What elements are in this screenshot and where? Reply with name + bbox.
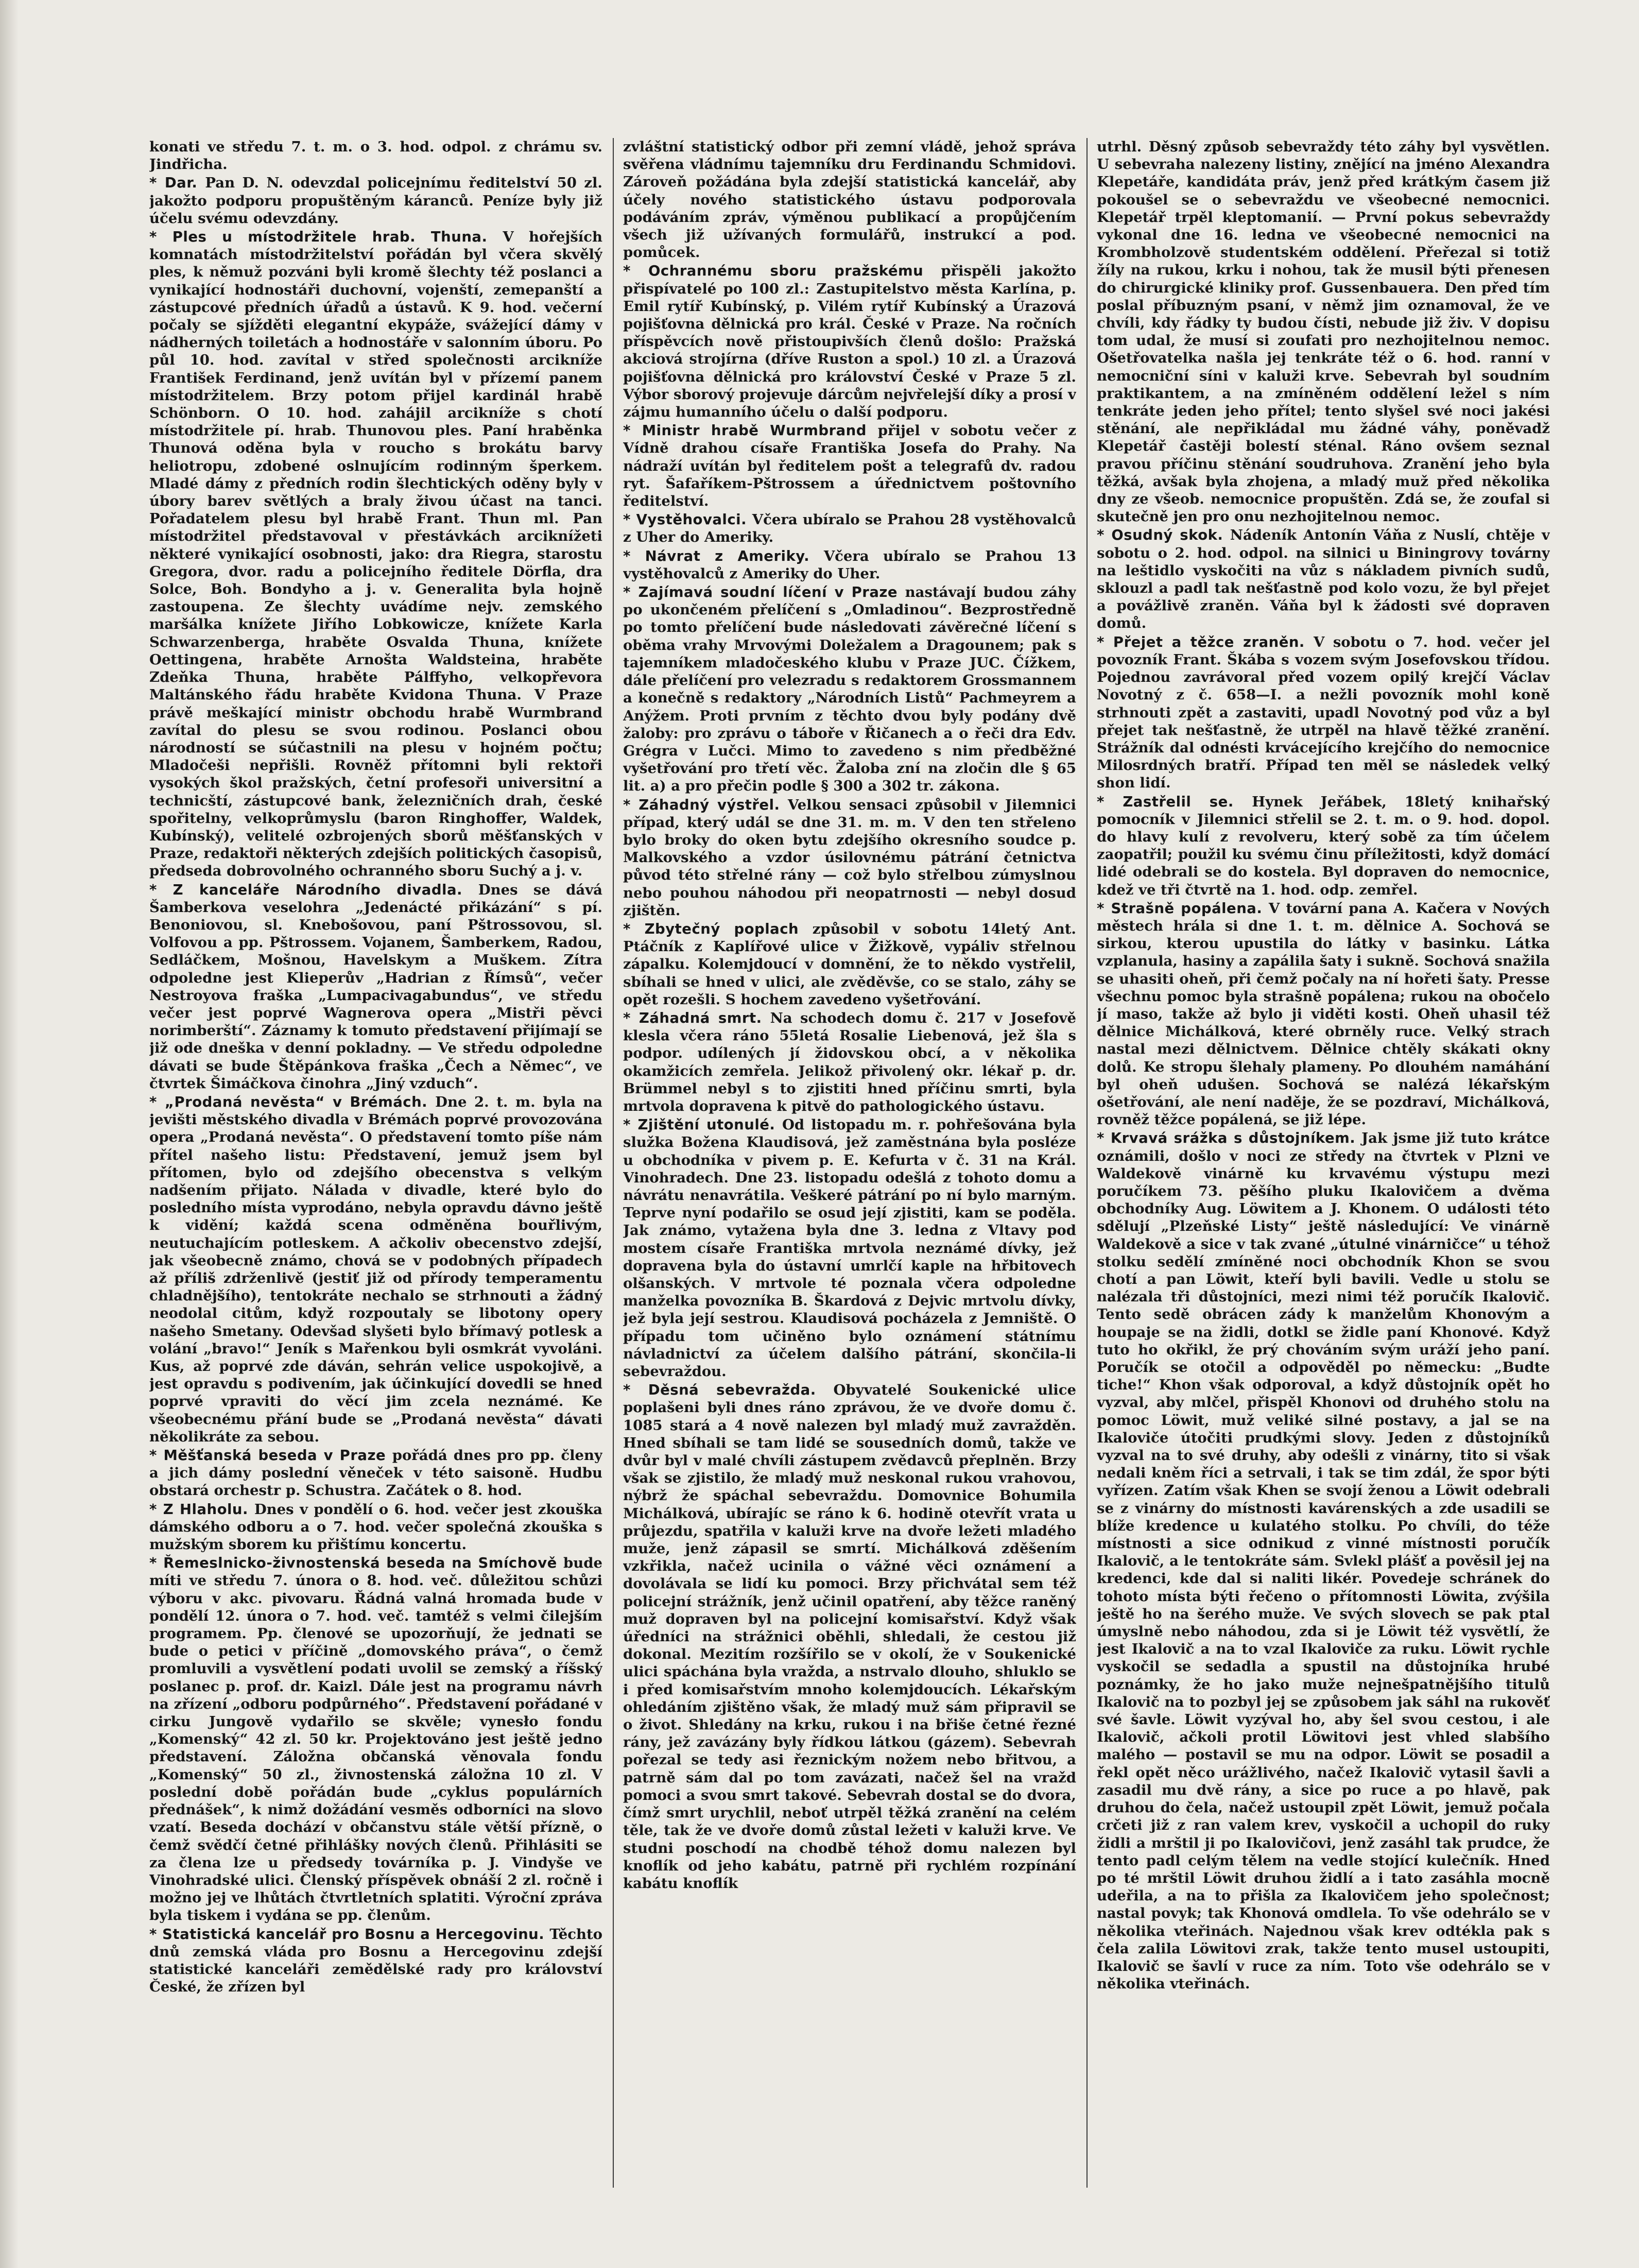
article-text: Těchto dnů zemská vláda pro Bosnu a Hercegovinu zdejší statistické kanceláři zemědělské rady pro království České, že zřízen byl (149, 1926, 602, 1996)
article-paragraph (149, 138, 602, 173)
article-headline: * Měšťanská beseda v Praze (149, 1447, 392, 1464)
article-paragraph (1097, 793, 1550, 899)
article-paragraph (1097, 526, 1550, 632)
article-headline: * Zastřelil se. (1097, 793, 1252, 810)
article-headline: * Osudný skok. (1097, 527, 1230, 544)
article-paragraph (623, 138, 1076, 261)
article-text: Pan D. N. odevzdal policejnímu ředitelství 50 zl. jakožto podporu propuštěným káranců. Peníze byly již účelu svému odevzdány. (149, 175, 602, 227)
article-headline: * Dar. (149, 175, 205, 192)
article-headline: * Děsná sebevražda. (623, 1382, 834, 1399)
article-text: Jak jsme již tuto krátce oznámili, došlo v noci ze středy na čtvrtek v Plzni ve Waldekově vinárně ku krvavému výstupu mezi poručíkem 73. pěšího pluku Ikalovičem a dvěma obchodníky Aug. Löwitem a J. Khonem. O události této sdělují „Plzeňské Listy“ ještě následující: Ve vinárně Waldekově a sice v tak zvané „útulné vinárničce“ u téhož stolku sedělí zmíněné noci obchodník Khon se svou chotí a pan Löwit, kteří byli bavili. Vedle u stolu se nalézala tři důstojníci, mezi nimi též poručík Ikalovič. Tento sedě obrácen zády k manželům Khonovým a houpaje se na židli, dotkl se židle paní Khonové. Když tuto ho okřikl, že prý chováním svým uráží jeho paní. Poručík se otočil a odpověděl po německu: „Budte tiche!“ Khon však odporoval, a když důstojník opět ho vyzval, aby mlčel, přispěl Khonovi od druhého stolu na pomoc Löwit, muž veliké silné postavy, a jal se na Ikaloviče útočiti prudkými slovy. Jeden z důstojníků vyzval na to své druhy, aby odešli z vinárny, tito si však nedali kněm říci a setrvali, i tak se tim zdál, že spor býti vyřízen. Zatím však Khen se svojí ženou a Löwit odebrali se z vinárny do místnosti kavárenských a zde usadili se blíže kredence u kulatého stolku. Po chvíli, do téže místnosti a sice odnikud z vinné místnosti poručík Ikalovič, a le tentokráte sám. Svlekl plášť a pověsil jej na kredenci, kde dal si naliti likér. Povedeje schránek do tohoto místa býti řečeno o přítomnosti Löwita, zvýšila ještě ho na šerého muže. Ve svých slovech se pak ptal úmyslně nebo náhodou, zda si je Löwit též vysvětlí, že jest Ikalovič a na to vzal Ikaloviče za ruku. Löwit rychle vyskočil se sedadla a spustil na důstojníka hrubé poznámky, že ho jako muže nejnešpatnějšího titulů Ikalovič na to pozbyl jej se způsobem jak sáhl na rukověť své šavle. Löwit vyzýval ho, aby šel svou cestou, i ale Ikalovič, ačkoli protil Löwitovi jest vhled slabšího malého — postavil se mu na odpor. Löwit se posadil a řekl opět něco urážlivého, načež Ikalovič vytasil šavli a zasadil mu dvě rány, a sice po ruce a po hlavě, pak druhou do čela, načež ustoupil zpět Löwit, jemuž počala crčeti již z ran valem krev, vyskočil a uchopil do ruky židli a mrštil ji po Ikalovičovi, jenž zasáhl tak prudce, že tento padl celým tělem na vedle stojící kulečník. Hned po té mrštil Löwit druhou židlí a i tato zasáhla mocně udeřila, a na to přišla za Ikalovičem jeho společnost; nastal povyk; tak Khonová omdlela. To vše odehrálo se v několika vteřinách. Najednou však krev odtékla pak s čela zalila Löwitovi zrak, takže tento musel ustoupiti, Ikalovič se šavlí v ruce za ním. Toto vše odehrálo se v několika vteřinách. (1097, 1130, 1550, 1992)
article-text: pořádá dnes pro pp. členy a jich dámy poslední věneček v této saisoně. Hudbu obstará orchestr p. Schustra. Začátek o 8. hod. (149, 1447, 602, 1499)
article-paragraph (623, 920, 1076, 1008)
article-text: bude míti ve středu 7. února o 8. hod. več. důležitou schůzi výboru v akc. pivovaru. Řádná valná hromada bude v pondělí 12. února o 7. hod. več. tamtéž s velmi čilejším programem. Pp. členové se upozorňují, že jednati se bude o petici v příčině „domovského práva“, o čemž promluvili a vysvětlení podati uvolil se zemský a říšský poslanec p. prof. dr. Kaizl. Dále jest na programu návrh na zřízení „odboru podpůrného“. Představení pořádané v cirku Jungově vydařilo se skvěle; vynesło fondu „Komenský“ 42 zl. 50 kr. Projektováno jest ještě jedno představení. Záložna občanská věnovala fondu „Komenský“ 50 zl., živnostenská záložna 10 zl. V poslední době pořádán bude „cyklus populárních přednášek“, k nimž dožádání vesměs odborníci na slovo vzatí. Beseda dochází v občanstvu stále větší přízně, o čemž svědčí četné přihlášky nových členů. Přihlásiti se za člena lze u předsedy továrníka p. J. Vindyše ve Vinohradské ulici. Členský příspěvek obnáší 2 zl. ročně i možno jej ve lhůtách čtvrtletních splatiti. Výroční zpráva byla tiskem i vydána se pp. členům. (149, 1555, 602, 1924)
article-paragraph (149, 881, 602, 1092)
page-edge-shadow (0, 0, 19, 2268)
article-text: Dne 2. t. m. byla na jevišti městského divadla v Brémách poprvé provozována opera „Prodaná nevěsta“. O představení tomto píše nám přítel našeho listu: Představení, jemuž jsem byl přítomen, bylo od zdejšího obecenstva s velkým nadšením přijato. Nálada v divadle, které bylo do posledního místa vyprodáno, nebyla opravdu dávno ještě k vidění; každá scena odměněna bouřlivým, neutuchajícím potleskem. A ačkoliv obecenstvo zdejší, jak všeobecně známo, chová se v podobných případech až příliš zdrženlivě (jestiť již od přírody temperamentu chladnějšího), tentokráte nechalo se strhnouti a žádný neodolal citům, když rozpoutaly se libotony opery našeho Smetany. Odevšad slyšeti bylo břímavý potlesk a volání „bravo!“ Jeník s Mařenkou byli osmkrát vyvoláni. Kus, až poprvé zde dáván, sehrán velice uspokojivě, a jest opravdu s podivením, jak účinkující dovedli se hned poprvé vpraviti do věcí jim zcela neznámé. Ke všeobecnému přání bude se „Prodaná nevěsta“ dávati několikráte za sebou. (149, 1093, 602, 1445)
article-text: způsobil v sobotu 14letý Ant. Ptáčník z Kaplířové ulice v Žižkově, vypáliv střelnou zápalku. Kolemjdoucí v domnění, že to někdo vystřelil, sbíhali se hned v ulici, ale zvěděvše, co se stalo, záhy se opět rozešli. S hochem zavedeno vyšetřování. (623, 920, 1076, 1008)
article-paragraph (149, 1501, 602, 1554)
article-paragraph (149, 1447, 602, 1500)
article-text: Obyvatelé Soukenické ulice poplašeni byli dnes ráno zprávou, že ve dvoře domu č. 1085 stará a 4 nově nalezen byl mladý muž zavražděn. Hned sbíhali se tam lidé se sousedních domů, takže ve dvůr byl v malé chvíli zástupem zvědavců přeplněn. Brzy však se zjistilo, že mladý muž neskonal rukou vrahovou, nýbrž že spáchal sebevraždu. Domovnice Bohumila Michálková, ubírajíc se ráno k 6. hodině otevřít vrata u průjezdu, spatřila v kaluži krve na dvoře ležeti mladého muže, jenž zápasil se smrtí. Michálková zděšením vzkřikla, načež ucinila o vážné věci oznámení a dovolávala se lidí ku pomoci. Brzy přichvátal sem též policejní strážník, jenž učinil opatření, aby těžce raněný muž dopraven byl na policejní komisařství. Když však úředníci na strážnici oběhli, shledali, že cestou již dokonal. Mezitím rozšířilo se v okolí, že v Soukenické ulici spáchána byla vražda, a nstrvalo dlouho, shluklo se i před komisařstvím mnoho kolemjdoucích. Lékařským ohledáním zjištěno však, že mladý muž sám připravil se o život. Shledány na krku, rukou i na břiše četné řezné rány, jež zavázány byly řídkou látkou (gázem). Sebevrah pořezal se tedy asi řeznickým nožem nebo břitvou, a patrně sám dal po tom zavázati, načež šel na vražd pomoci a svou smrt takové. Sebevrah dostal se do dvora, čímž smrt urychlil, neboť utrpěl těžká zranění na celém těle, tak že ve dvoře domů zůstal ležeti v kaluži krve. Ve studni poschodí na chodbě téhož domu nalezen byl knoflík od jeho kabátu, patrně při rychlém rozpínání kabátu knoflík (623, 1382, 1076, 1892)
article-paragraph (149, 174, 602, 227)
article-text: Nádeník Antonín Váňa z Nuslí, chtěje v sobotu o 2. hod. odpol. na silnici u Biningrovy továrny na leštidlo vyskočiti na vůz s nákladem pivních sudů, sklouzl a padl tak nešťastně pod kolo vozu, že byl přejet a povážlivě zraněn. Váňa byl k žádosti své dopraven domů. (1097, 527, 1550, 632)
column-1 (149, 138, 602, 2198)
newspaper-page (149, 138, 1550, 2198)
article-paragraph (149, 1554, 602, 1924)
article-paragraph (1097, 900, 1550, 1129)
article-text: Dnes se dává Šamberkova veselohra „Jedenácté přikázání“ s pí. Benoniovou, sl. Knebošovou, paní Pštrossovou, sl. Volfovou a pp. Pštrossem. Vojanem, Šamberkem, Radou, Sedláčkem, Mošnou, Havelskym a Muškem. Zítra odpoledne jest Klieperův „Hadrian z Římsů“, večer Nestroyova fraška „Lumpacivagabundus“, ve středu večer jest poprvé Wagnerova opera „Mistři pěvci norimberští“. Záznamy k tomuto představení přijímají se již ode dneška v denní pokladny. — Ve středu odpoledne dávati se bude Štěpánkova fraška „Čech a Němec“, ve čtvrtek Šimáčkova činohra „Jiný vzduch“. (149, 881, 602, 1092)
article-paragraph (623, 422, 1076, 510)
article-text: Včera ubíralo se Prahou 28 vystěhovalců z Uher do Ameriky. (623, 511, 1076, 546)
article-text: Velkou sensaci způsobil v Jilemnici případ, který udál se dne 31. m. m. V den ten střeleno bylo broky do oken bytu zdejšího okresního soudce p. Malkovského a vzdor úsilovnému pátrání četnictva původ této střelné rány — což bylo střelbou zúmyslnou nebo pouhou náhodou při neopatrnosti — nebyl dosud zjištěn. (623, 796, 1076, 919)
article-headline: * Statistická kancelář pro Bosnu a Hercegovinu. (149, 1926, 550, 1943)
article-headline: * Přejet a těžce zraněn. (1097, 633, 1314, 650)
article-paragraph (623, 583, 1076, 795)
article-paragraph (149, 1926, 602, 1996)
article-headline: * Z kanceláře Národního divadla. (149, 881, 478, 898)
article-headline: * „Prodaná nevěsta“ v Brémách. (149, 1093, 436, 1110)
article-headline: * Krvavá srážka s důstojníkem. (1097, 1130, 1362, 1147)
article-paragraph (1097, 633, 1550, 792)
article-text: V sobotu o 7. hod. večer jel povozník Frant. Škába s vozem svým Josefovskou třídou. Pojednou zavrávoral před vozem opilý krejčí Václav Novotný z č. 658—I. a nežli povozník mohl koně strhnouti zpět a zastaviti, upadl Novotný pod vůz a byl přejet tak nešťastně, že utrpěl na hlavě těžké zranění. Strážník dal odnésti krvácejícího krejčího do nemocnice Milosrdných bratří. Případ ten měl se následek velký shon lidí. (1097, 633, 1550, 792)
article-headline: * Ministr hrabě Wurmbrand (623, 422, 878, 439)
article-text: nastávají budou záhy po ukončeném přelíčení s „Omladinou“. Bezprostředně po tomto přelíčení bude následovati závěrečné líčení s oběma vrahy Mrvovými Doležalem a Dragounem; pak s tajemníkem mladočeského klubu v Praze JUC. Čížkem, dále přelíčení pro velezradu s redaktorem Grossmannem a konečně s redaktory „Národních Listů“ Pachmeyrem a Anýžem. Proti prvním z těchto dvou byly podány dvě žaloby: pro zprávu o táboře v Řičanech a o řeči dra Edv. Grégra v Lučci. Mimo to zavedeno s nim předběžné vyšetřování pro třetí věc. Žaloba zní na zločin dle § 65 lit. a) a pro přečin podle § 300 a 302 tr. zákona. (623, 584, 1076, 795)
article-text: přispěli jakožto přispívatelé po 100 zl.: Zastupitelstvo města Karlína, p. Emil rytíř Kubínský, p. Vilém rytíř Kubínský a Úrazová pojišťovna dělnická pro král. České v Praze. Na ročních příspěvcích nově přistoupivších členů došlo: Pražská akciová strojírna (dříve Ruston a spol.) 10 zl. a Úrazová pojišťovna dělnická pro království České v Praze 5 zl. Výbor sborový projevuje dárcům nejvřelejší díky a prosí v zájmu humanního účelu o další podporu. (623, 263, 1076, 421)
article-text: Hynek Jeřábek, 18letý knihařský pomocník v Jilemnici střelil se 2. t. m. o 9. hod. dopol. do hlavy kulí z revolveru, který sobě za tím účelem zaopatřil; použil ku svému činu příležitosti, když domácí lidé odebrali se do kostela. Byl dopraven do nemocnice, kdež ve tři čtvrtě na 1. hod. odp. zemřel. (1097, 793, 1550, 898)
article-headline: * Strašně popálena. (1097, 900, 1269, 917)
article-paragraph (623, 1116, 1076, 1380)
article-paragraph (1097, 138, 1550, 525)
article-headline: * Zjištění utonulé. (623, 1116, 782, 1133)
article-paragraph (623, 511, 1076, 546)
article-headline: * Záhadný výstřel. (623, 796, 788, 813)
article-headline: * Vystěhovalci. (623, 511, 752, 528)
article-paragraph (623, 547, 1076, 582)
article-headline: * Návrat z Ameriky. (623, 547, 824, 564)
article-paragraph (149, 228, 602, 880)
article-text: Od listopadu m. r. pohřešována byla služka Božena Klaudisová, jež zaměstnána byla posléze u obchodníka v pivem p. E. Kefurta v č. 31 na Král. Vinohradech. Dne 23. listopadu odešlá z tohoto domu a návrátu nenavrátila. Veškeré pátrání po ní bylo marným. Teprve nyní podařilo se osud její zjistiti, kam se poděla. Jak známo, vytažena byla dne 3. ledna z Vltavy pod mostem císaře Františka mrtvola neznámé dívky, jež dopravena byla do ústavní umrlčí kaple na hřbitovech olšanských. V mrtvole té poznala včera odpoledne manželka povozníka B. Škardová z Dejvic mrtvolu dívky, jež byla její sestrou. Klaudisová pocházela z Jemniště. O případu tom učiněno bylo oznámení státnímu návladnictví za účelem dalšího pátrání, skončila-li sebevraždou. (623, 1116, 1076, 1380)
article-headline: * Z Hlaholu. (149, 1501, 254, 1518)
article-text: Na schodech domu č. 217 v Josefově klesla včera ráno 55letá Rosalie Liebenová, jež šla s podpor. udílených jí židovskou obcí, a v několika okamžicích zemřela. Jelikož přivolený okr. lékař p. dr. Brümmel nebyl s to zjistiti hned příčinu smrti, byla mrtvola dopravena k pitvě do pathologického ústavu. (623, 1009, 1076, 1114)
article-paragraph (623, 1381, 1076, 1892)
article-paragraph (1097, 1129, 1550, 1992)
article-headline: * Záhadná smrt. (623, 1009, 770, 1026)
column-2 (623, 138, 1076, 2198)
article-paragraph (149, 1093, 602, 1446)
article-headline: * Zajímavá soudní líčení v Praze (623, 584, 905, 601)
article-text: V hořejších komnatách místodržitelství pořádán byl včera skvělý ples, k němuž pozváni byli kromě šlechty též poslanci a vynikající hodnostáři duchovní, vojenští, zemepanští a zástupcové předních úřadů a ústavů. K 9. hod. večerní počaly se sjížděti elegantní ekypáže, svážející dámy v nádherných toiletách a hodnostáře v salonním úboru. Po půl 10. hod. zavítal v střed společnosti arcikníže František Ferdinand, jenž uvítán byl v přízemí panem místodržitelem. Brzy potom přijel kardinál hrabě Schönborn. O 10. hod. zahájil arcikníže s chotí místodržitele pí. hrab. Thunovou ples. Paní hraběnka Thunová oděna byla v roucho s brokátu barvy heliotropu, zdobené oslnujícím rodinným šperkem. Mladé dámy z předních rodin šlechtických oděny byly v úbory barev světlých a braly živou účast na tanci. Pořadatelem plesu byl hrabě Frant. Thun ml. Pan místodržitel představoval v přestávkách arciknížeti některé vynikající osobnosti, jako: dra Riegra, starostu Gregora, dvor. radu a policejního ředitele Dörfla, dra Solce, Boh. Bondyho a j. v. Generalita byla hojně zastoupena. Ze šlechty uvádíme nejv. zemského maršálka knížete Jiřího Lobkowicze, knížete Karla Schwarzenberga, hraběte Osvalda Thuna, knížete Oettingena, hraběte Arnošta Waldsteina, hraběte Zdeňka Thuna, hraběte Pálffyho, velkopřevora Maltánského řádu hraběte Kvidona Thuna. V Praze právě meškající ministr obchodu hrabě Wurmbrand zavítal do plesu se svou rodinou. Poslanci obou národností se súčastnili na plesu v hojném počtu; Mladočeši nepřišli. Rovněž přítomni byli rektoři vysokých škol pražských, četní profesoři universitní a technicští, zástupcové bank, železničních drah, české spořitelny, velkoprůmyslu (baron Ringhoffer, Waldek, Kubínský), velitelé ozbrojených sborů měšťanských v Praze, redaktoři některých zdejších politických časopisů, předseda dobrovolného ochranného sboru Suchý a j. v. (149, 229, 602, 880)
article-text: zvláštní statistický odbor při zemní vládě, jehož správa svěřena vládnímu tajemníku dru Ferdinandu Schmidovi. Zároveň požádána byla zdejší statistická kancelář, aby účely nového statistického ústavu podporovala podáváním zpráv, výměnou publikací a propůjčením všech již užívaných formulářů, instrukcí a pod. pomůcek. (623, 139, 1076, 261)
article-headline: * Zbytečný poplach (623, 920, 813, 937)
article-text: Dnes v pondělí o 6. hod. večer jest zkouška dámského odboru a o 7. hod. večer společná zkouška s mužským sborem ku přištímu koncertu. (149, 1501, 602, 1553)
article-text: Včera ubíralo se Prahou 13 vystěhovalců z Ameriky do Uher. (623, 547, 1076, 582)
article-headline: * Ochrannému sboru pražskému (623, 263, 941, 280)
article-headline: * Ples u místodržitele hrab. Thuna. (149, 229, 503, 246)
article-text: konati ve středu 7. t. m. o 3. hod. odpol. z chrámu sv. Jindřicha. (149, 139, 602, 173)
article-headline: * Řemeslnicko-živnostenská beseda na Smíchově (149, 1555, 564, 1572)
article-text: utrhl. Děsný způsob sebevraždy této záhy byl vysvětlen. U sebevraha nalezeny listiny, znějící na jméno Alexandra Klepetáře, kandidáta práv, jenž před krátkým časem již pokoušel se o sebevraždu ve všeobecné nemocnici. Klepetář trpěl kleptomanií. — První pokus sebevraždy vykonal dne 16. ledna ve všeobecné nemocnici na Krombholzově studentském oddělení. Přeřezal si totiž žíly na rukou, krku i nohou, tak že musil býti přenesen do chirurgické kliniky prof. Gussenbauera. Den před tím poslal příbuzným psaní, v němž jim oznamoval, že ve chvíli, kdy řádky ty budou čísti, nebude již živ. V dopisu tom udal, že musí si zoufati pro nezhojitelnou nemoc. Ošetřovatelka našla jej tenkráte též o 6. hod. ranní v nemocniční síni v kaluži krve. Sebevrah byl soudním praktikantem, a na zmíněném oddělení ležel s ním tenkráte jeden jeho přítel; tento slyšel své noci jakési stěnání, ale nepřikládal mu žádné váhy, poněvadž Klepetář častěji bolestí sténal. Ráno ovšem seznal pravou příčinu stěnání soudruhova. Zranění jeho byla těžká, avšak byla zhojena, a mladý muž před několika dny ze všeob. nemocnice propuštěn. Zdá se, že zoufal si skutečně jen pro onu nezhojitelnou nemoc. (1097, 139, 1550, 525)
article-paragraph (623, 262, 1076, 421)
article-paragraph (623, 796, 1076, 919)
article-paragraph (623, 1009, 1076, 1115)
article-text: přijel v sobotu večer z Vídně drahou císaře Františka Josefa do Prahy. Na nádraží uvítán byl ředitelem pošt a telegrafů dv. radou ryt. Šafaříkem-Pštrossem a úřednictvem poštovního ředitelství. (623, 422, 1076, 510)
article-text: V tovární pana A. Kačera v Nových městech hrála si dne 1. t. m. dělnice A. Sochová se sirkou, kterou upustila do látky v basinku. Látka vzplanula, hasiny a zapálila šaty i sukně. Sochová snažila se uhasiti oheň, při čemž počaly na ní hořeti šaty. Presse všechnu pomoc byla strašně popálena; rukou na obočelo jí maso, takže až bylo ji viděti kosti. Oheň uhasil též dělnice Michálková, které obrněly ruce. Velký strach nastal mezi dělnictvem. Dělnice chtěly skákati okny dolů. Ke stropu šlehaly plameny. Po dlouhém namáhání byl oheň udušen. Sochová se nalézá lékařským ošetřování, ale není naděje, že se pozdraví, Michálková, rovněž těžce popálená, se již lépe. (1097, 900, 1550, 1128)
column-3 (1097, 138, 1550, 2198)
